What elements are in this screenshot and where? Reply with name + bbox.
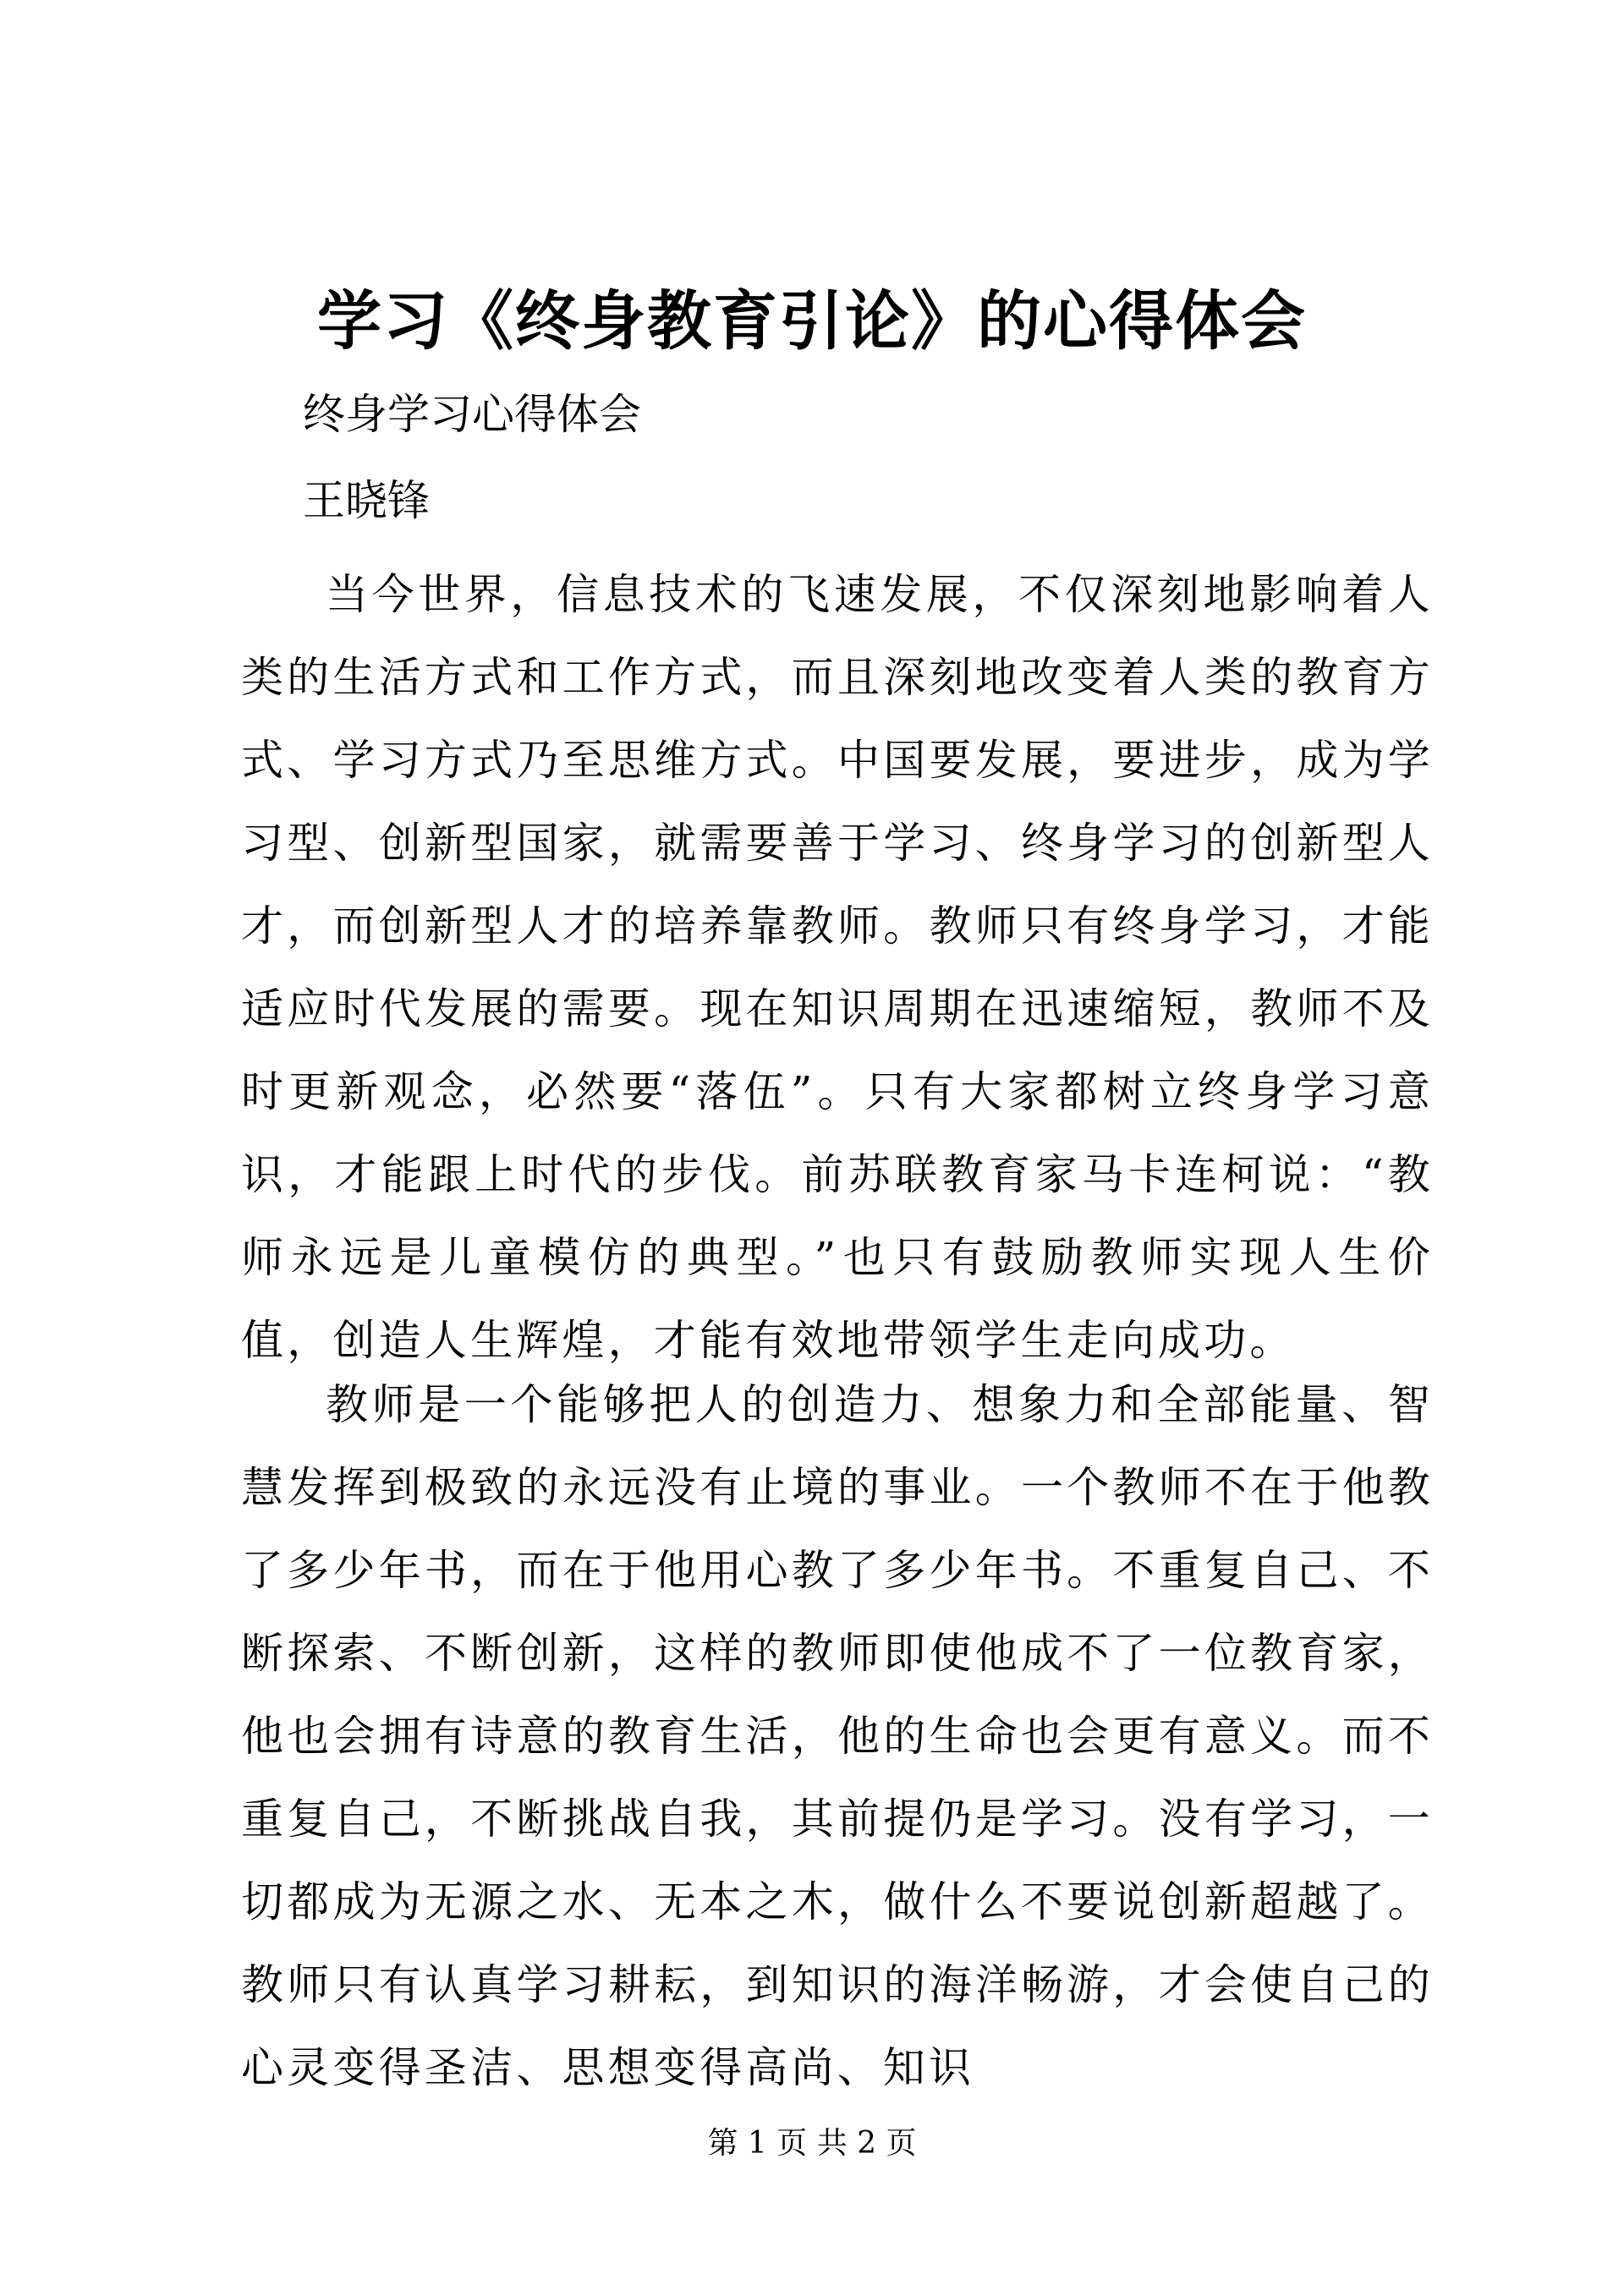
author-name: 王晓锋 [303, 476, 430, 525]
body-paragraph-2: 教师是一个能够把人的创造力、想象力和全部能量、智慧发挥到极致的永远没有止境的事业。一个教师不在于他教了多少年书，而在于他用心教了多少年书。不重复自己、不断探索、不断创新，这样的教师即使他成不了一位教育家，他也会拥有诗意的教育生活，他的生命也会更有意义。而不重复自己，不断挑战自我，其前提仍是学习。没有学习，一切都成为无源之水、无本之木，做什么不要说创新超越了。教师只有认真学习耕耘，到知识的海洋畅游，才会使自己的心灵变得圣洁、思想变得高尚、知识 [241, 1380, 1434, 2092]
document-subtitle: 终身学习心得体会 [303, 390, 641, 439]
body-paragraph-1: 当今世界，信息技术的飞速发展，不仅深刻地影响着人类的生活方式和工作方式，而且深刻地改变着人类的教育方式、学习方式乃至思维方式。中国要发展，要进步，成为学习型、创新型国家，就需要善于学习、终身学习的创新型人才，而创新型人才的培养靠教师。教师只有终身学习，才能适应时代发展的需要。现在知识周期在迅速缩短，教师不及时更新观念，必然要“落伍”。只有大家都树立终身学习意识，才能跟上时代的步伐。前苏联教育家马卡连柯说：“教师永远是儿童模仿的典型。”也只有鼓励教师实现人生价值，创造人生辉煌，才能有效地带领学生走向成功。 [241, 570, 1434, 1365]
page-footer: 第 1 页 共 2 页 [707, 2126, 917, 2161]
document-title: 学习《终身教育引论》的心得体会 [317, 283, 1307, 359]
